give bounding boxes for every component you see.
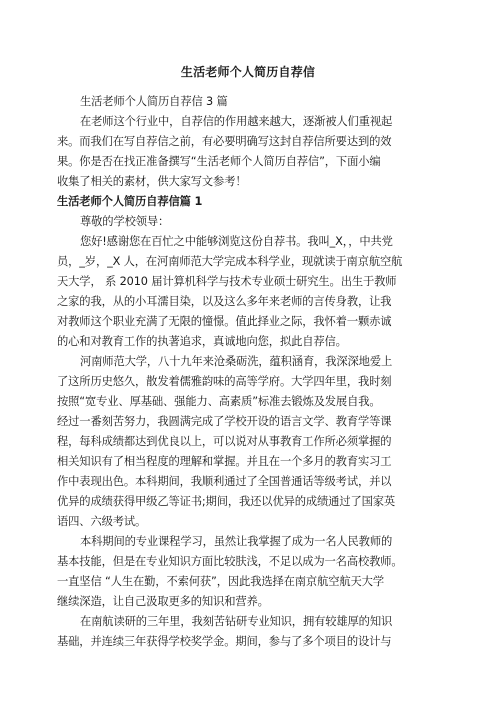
paragraph-line: 员，_岁，_X 人，在河南师范大学完成本科学业，现就读于南京航空航 (57, 255, 403, 268)
section-heading: 生活老师个人简历自荐信篇 1 (57, 195, 203, 208)
paragraph-line: 作中表现出色。本科期间，我顺利通过了全国普通话等级考试，并以 (57, 475, 392, 488)
paragraph-line: 对教师这个职业充满了无限的憧憬。值此择业之际，我怀着一颗赤诚 (57, 315, 392, 328)
paragraph-line: 相关知识有了相当程度的理解和掌握。并且在一个多月的教育实习工 (57, 455, 392, 468)
document-body (57, 92, 439, 652)
paragraph-line: 继续深造，让自己汲取更多的知识和营养。 (57, 595, 269, 608)
paragraph-line: 收集了相关的素材，供大家写文参考！ (57, 175, 247, 188)
paragraph-line: 之家的我，从的小耳濡目染，以及这么多年来老师的言传身教，让我 (57, 295, 392, 308)
paragraph-line: 基本技能，但是在专业知识方面比较肤浅，不足以成为一名高校教师。 (57, 555, 403, 568)
paragraph-line: 优异的成绩获得甲级乙等证书;期间，我还以优异的成绩通过了国家英 (57, 495, 396, 508)
paragraph-line: 程，每科成绩都达到优良以上，可以说对从事教育工作所必须掌握的 (57, 435, 392, 448)
paragraph-line: 本科期间的专业课程学习，虽然让我掌握了成为一名人民教师的 (80, 535, 393, 548)
paragraph-line: 的心和对教育工作的执著追求，真诚地向您，拟此自荐信。 (57, 335, 347, 348)
paragraph-line: 了这所历史悠久，散发着儒雅韵味的高等学府。大学四年里，我时刻 (57, 375, 392, 388)
paragraph-line: 经过一番刻苦努力，我圆满完成了学校开设的语言文学、教育学等课 (57, 415, 392, 428)
paragraph-line: 河南师范大学，八十九年来沧桑砺洗，蕴积涵育，我深深地爱上 (80, 355, 393, 368)
paragraph-line: 来。而我们在写自荐信之前，有必要明确写这封自荐信所要达到的效 (57, 135, 392, 148)
paragraph-line: 生活老师个人简历自荐信 3 篇 (80, 95, 228, 108)
paragraph-line: 果。你是否在找正准备撰写“生活老师个人简历自荐信”，下面小编 (57, 155, 381, 168)
paragraph-line: 在南航读研的三年里，我刻苦钻研专业知识，拥有较雄厚的知识 (80, 615, 393, 628)
paragraph-line: 基础，并连续三年获得学校奖学金。期间，参与了多个项目的设计与 (57, 635, 392, 648)
document-title: 生活老师个人简历自荐信 (180, 65, 316, 79)
paragraph-line: 按照“宽专业、厚基础、强能力、高素质”标准去锻炼及发展自我。 (57, 395, 381, 408)
paragraph-line: 您好!感谢您在百忙之中能够浏览这份自荐书。我叫_X，，中共党 (80, 235, 393, 248)
paragraph-line: 在老师这个行业中，自荐信的作用越来越大，逐渐被人们重视起 (80, 115, 393, 128)
paragraph-line: 一直坚信 “人生在勤，不索何获”，因此我选择在南京航空航天大学 (57, 575, 384, 588)
paragraph-line: 天大学， 系 2010 届计算机科学与技术专业硕士研究生。出生于教师 (57, 275, 397, 288)
paragraph-line: 尊敬的学校领导： (80, 215, 170, 228)
paragraph-line: 语四、六级考试。 (57, 515, 147, 528)
